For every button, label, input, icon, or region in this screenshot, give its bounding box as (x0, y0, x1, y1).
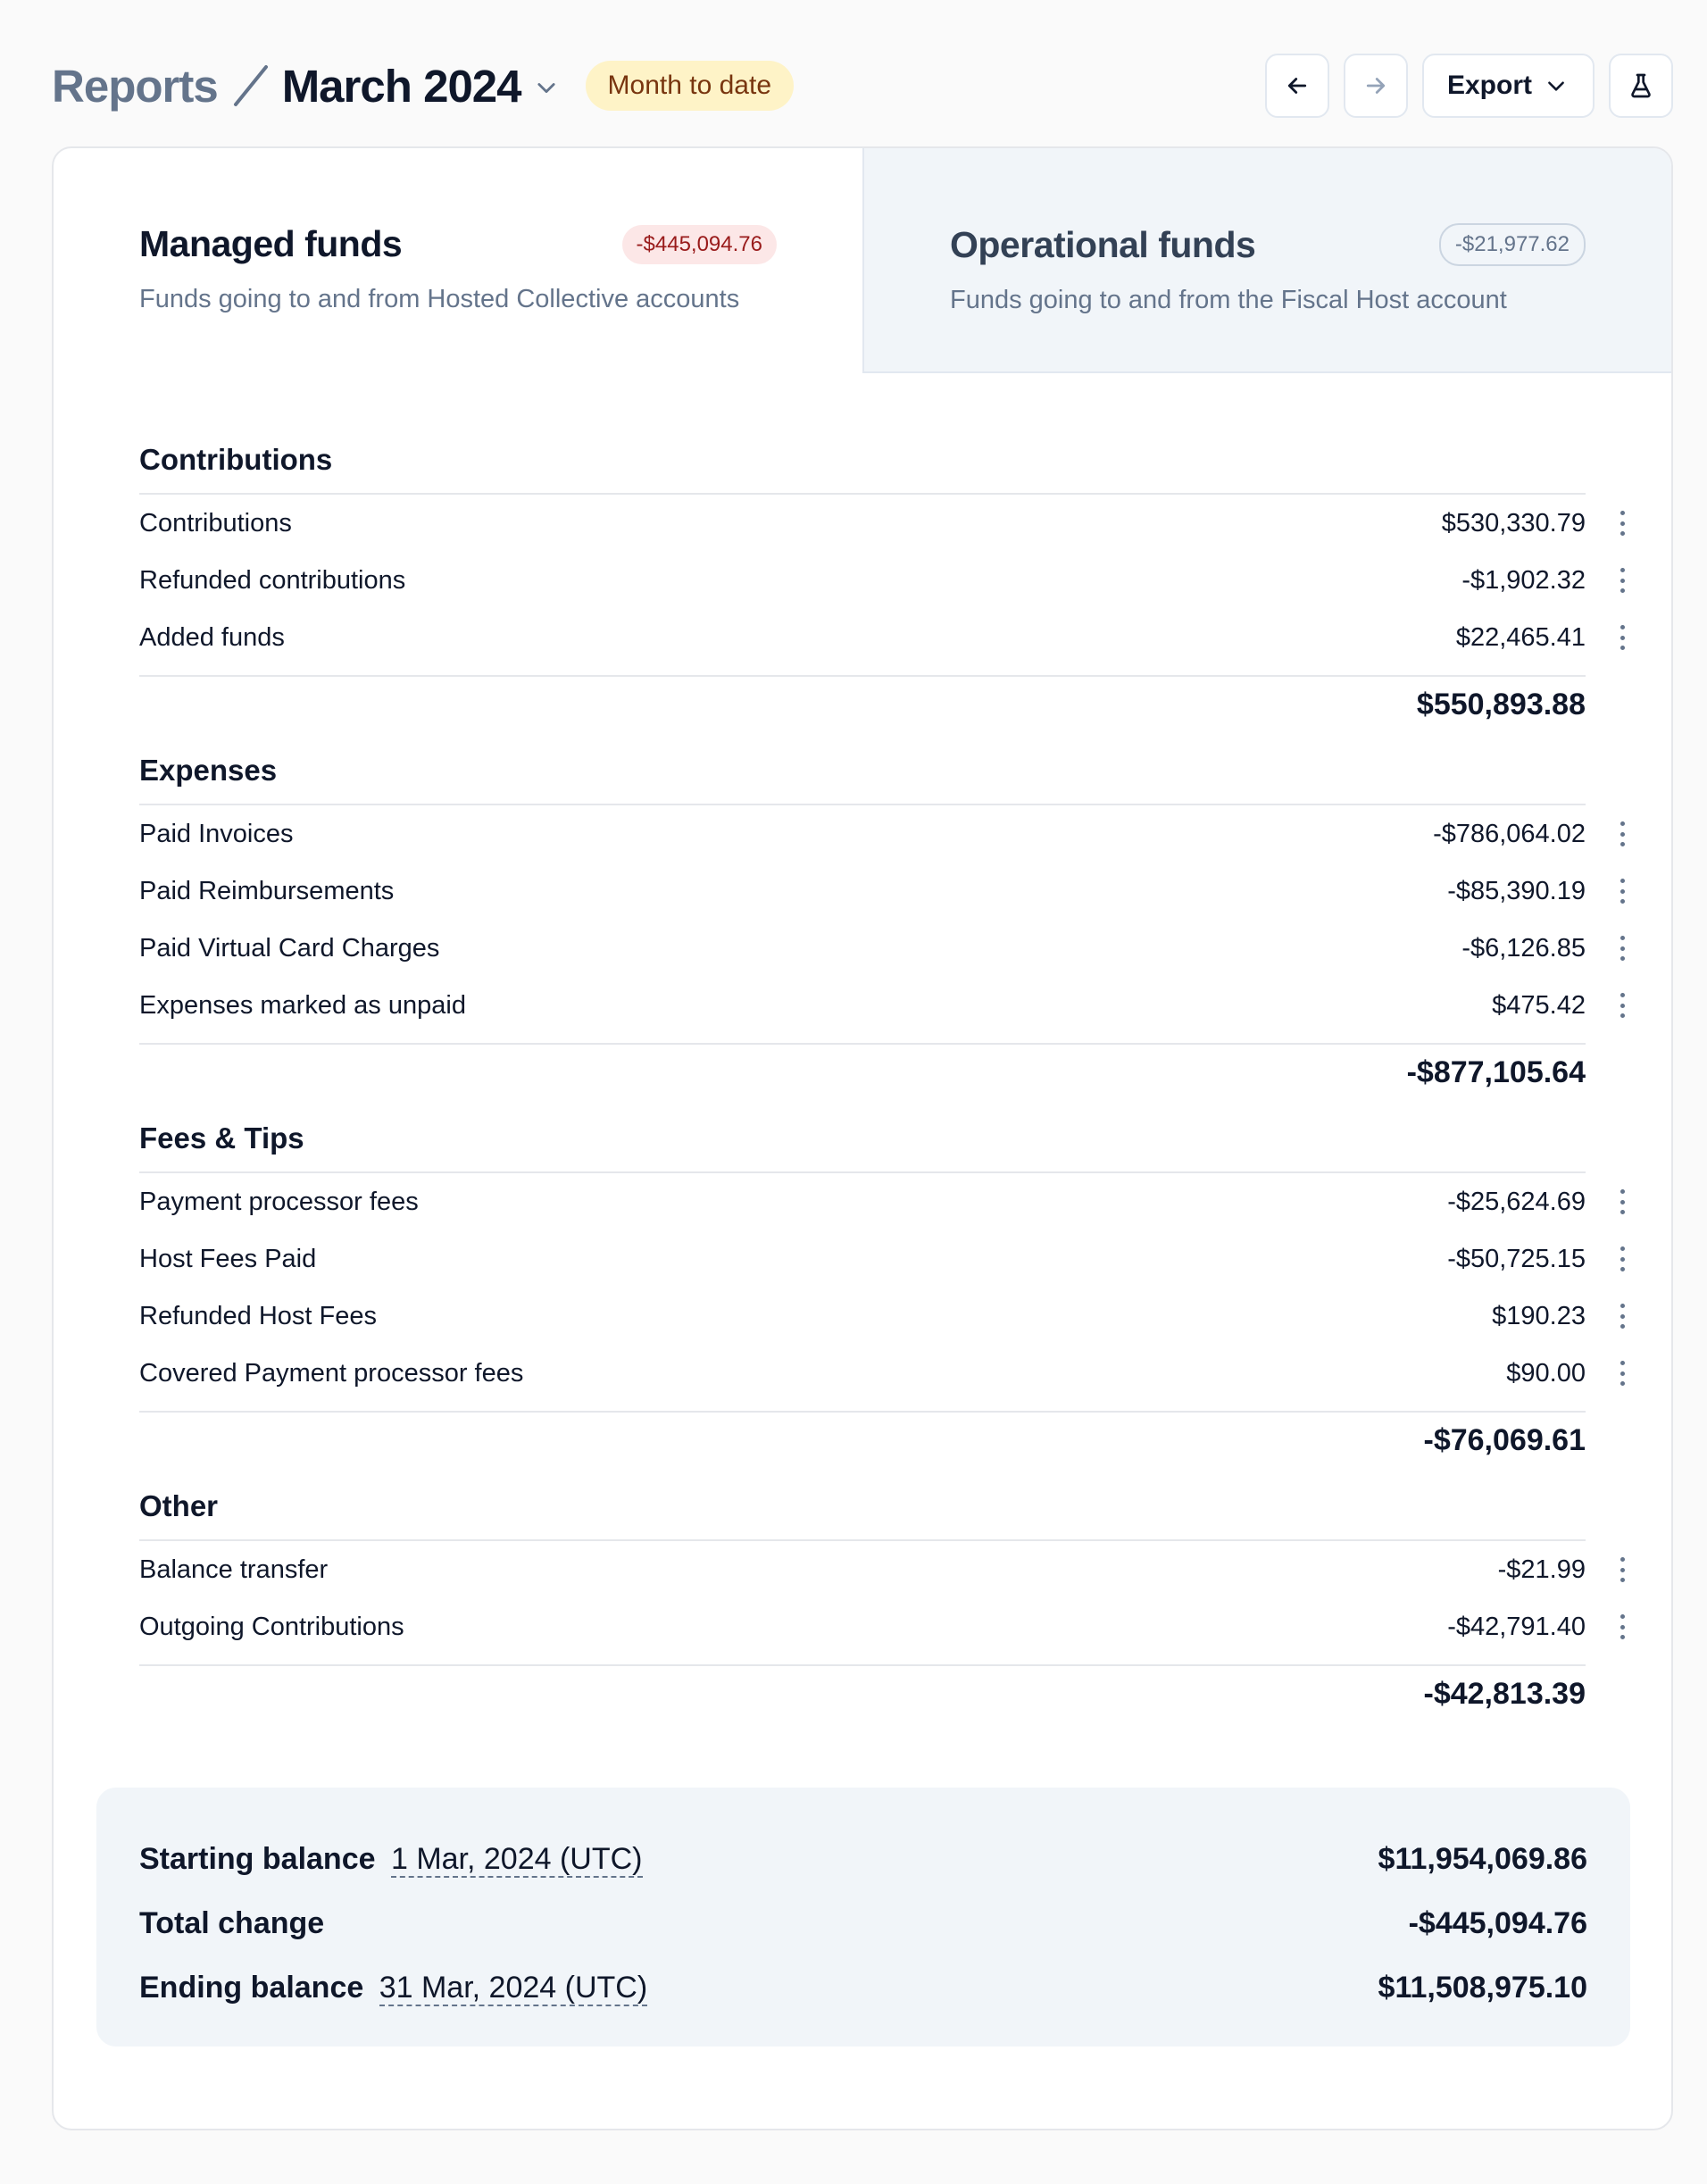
table-row (139, 863, 1586, 920)
starting-balance-label: Starting balance (139, 1841, 376, 1876)
tab-title: Managed funds (139, 223, 403, 264)
next-period-button[interactable] (1344, 54, 1408, 118)
row-label: Expenses marked as unpaid (139, 990, 466, 1020)
table-row (139, 1345, 1586, 1402)
row-value: -$50,725.15 (1447, 1244, 1586, 1273)
more-vertical-icon[interactable] (1618, 936, 1627, 961)
tab-title: Operational funds (950, 223, 1256, 265)
table-row (139, 1541, 1586, 1598)
row-label: Covered Payment processor fees (139, 1358, 524, 1388)
row-value: -$786,064.02 (1433, 819, 1586, 848)
ending-balance-row (139, 1955, 1587, 2020)
more-vertical-icon[interactable] (1618, 1557, 1627, 1582)
total-change-row (139, 1891, 1587, 1955)
row-label: Paid Virtual Card Charges (139, 933, 440, 963)
row-value: -$1,902.32 (1461, 565, 1586, 595)
row-value: $22,465.41 (1455, 622, 1586, 652)
row-value: $90.00 (1506, 1358, 1586, 1388)
ending-balance-value: $11,508,975.10 (1378, 1970, 1587, 2005)
tab-managed-funds[interactable] (54, 148, 862, 373)
row-label: Refunded Host Fees (139, 1301, 377, 1330)
row-value: -$42,791.40 (1447, 1612, 1586, 1641)
table-row (139, 977, 1586, 1034)
table-row (139, 1598, 1586, 1655)
section-total: -$42,813.39 (139, 1664, 1586, 1720)
table-row (139, 609, 1586, 666)
arrow-right-icon (1362, 72, 1389, 99)
section-title: Fees & Tips (139, 1121, 1586, 1173)
period-selector[interactable]: March 2024 (281, 60, 521, 112)
row-label: Contributions (139, 508, 292, 538)
experimental-features-button[interactable] (1609, 54, 1673, 118)
section-total: $550,893.88 (139, 675, 1586, 730)
section-total: -$76,069.61 (139, 1411, 1586, 1466)
flask-icon (1627, 71, 1655, 100)
more-vertical-icon[interactable] (1618, 1304, 1627, 1329)
tab-subtitle: Funds going to and from Hosted Collective accounts (139, 285, 740, 313)
section-expenses (139, 754, 1586, 1098)
section-title: Expenses (139, 754, 1586, 805)
chevron-down-icon (1545, 74, 1568, 97)
tab-subtitle: Funds going to and from the Fiscal Host account (950, 286, 1507, 314)
row-label: Balance transfer (139, 1555, 329, 1584)
breadcrumb-reports[interactable]: Reports (52, 60, 218, 112)
row-value: $530,330.79 (1441, 508, 1586, 538)
more-vertical-icon[interactable] (1618, 1361, 1627, 1386)
fund-tabs (54, 148, 1671, 373)
row-value: -$85,390.19 (1447, 876, 1586, 905)
total-change-value: -$445,094.76 (1408, 1905, 1587, 1940)
export-button[interactable] (1422, 54, 1595, 118)
more-vertical-icon[interactable] (1618, 568, 1627, 593)
section-contributions (139, 443, 1586, 730)
tab-amount-badge: -$21,977.62 (1439, 223, 1586, 266)
row-label: Added funds (139, 622, 285, 652)
table-row (139, 1230, 1586, 1288)
more-vertical-icon[interactable] (1618, 1614, 1627, 1639)
table-row (139, 1288, 1586, 1345)
breadcrumb-slash-icon (230, 63, 271, 108)
tab-operational-funds[interactable] (862, 148, 1671, 373)
row-label: Paid Reimbursements (139, 876, 395, 905)
section-other (139, 1489, 1586, 1720)
section-total: -$877,105.64 (139, 1043, 1586, 1098)
more-vertical-icon[interactable] (1618, 625, 1627, 650)
row-label: Payment processor fees (139, 1187, 419, 1216)
balance-summary (96, 1788, 1630, 2046)
header-actions (1265, 54, 1673, 118)
table-row (139, 805, 1586, 863)
starting-balance-value: $11,954,069.86 (1378, 1841, 1587, 1876)
report-sections (139, 443, 1586, 1743)
tab-amount-badge: -$445,094.76 (622, 225, 777, 264)
arrow-left-icon (1284, 72, 1311, 99)
starting-date-tooltip[interactable]: 1 Mar, 2024 (UTC) (390, 1841, 643, 1876)
more-vertical-icon[interactable] (1618, 879, 1627, 904)
table-row (139, 1173, 1586, 1230)
ending-balance-label: Ending balance (139, 1970, 364, 2005)
row-label: Host Fees Paid (139, 1244, 317, 1273)
chevron-down-icon[interactable] (534, 75, 559, 100)
more-vertical-icon[interactable] (1618, 1246, 1627, 1271)
page-header (52, 52, 1673, 120)
more-vertical-icon[interactable] (1618, 821, 1627, 846)
section-fees-tips (139, 1121, 1586, 1466)
report-card (52, 146, 1673, 2130)
row-value: $190.23 (1492, 1301, 1586, 1330)
more-vertical-icon[interactable] (1618, 993, 1627, 1018)
row-label: Refunded contributions (139, 565, 406, 595)
total-change-label: Total change (139, 1905, 325, 1940)
row-label: Outgoing Contributions (139, 1612, 404, 1641)
table-row (139, 552, 1586, 609)
more-vertical-icon[interactable] (1618, 511, 1627, 536)
previous-period-button[interactable] (1265, 54, 1329, 118)
more-vertical-icon[interactable] (1618, 1189, 1627, 1214)
row-label: Paid Invoices (139, 819, 294, 848)
starting-balance-row (139, 1827, 1587, 1891)
row-value: -$6,126.85 (1461, 933, 1586, 963)
table-row (139, 495, 1586, 552)
month-to-date-badge: Month to date (586, 61, 794, 111)
row-value: -$21.99 (1497, 1555, 1586, 1584)
export-label: Export (1446, 71, 1532, 100)
row-value: -$25,624.69 (1447, 1187, 1586, 1216)
row-value: $475.42 (1492, 990, 1586, 1020)
section-title: Contributions (139, 443, 1586, 495)
section-title: Other (139, 1489, 1586, 1541)
ending-date-tooltip[interactable]: 31 Mar, 2024 (UTC) (379, 1970, 648, 2005)
table-row (139, 920, 1586, 977)
